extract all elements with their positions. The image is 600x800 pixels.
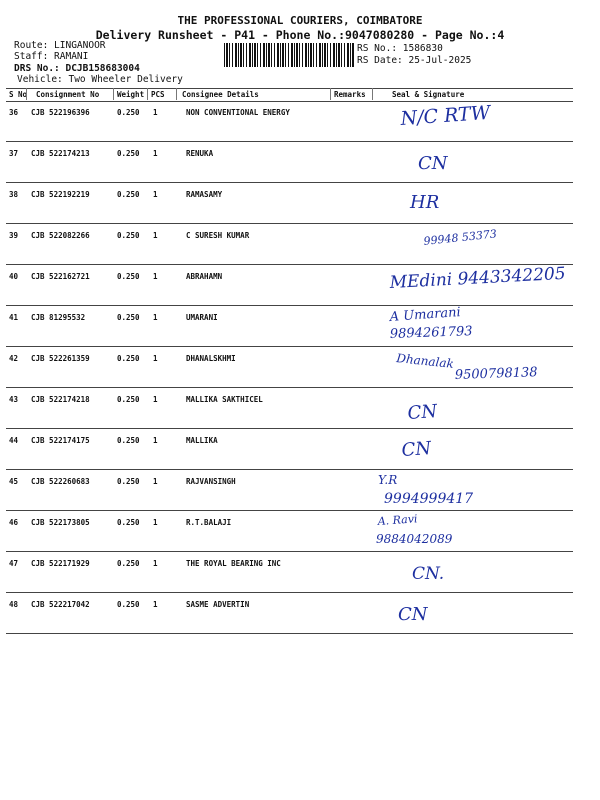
cell-consignment: CJB 522192219 (31, 190, 90, 199)
signature-drawing (6, 223, 573, 264)
col-remarks: Remarks (334, 90, 366, 99)
drs-number: DRS No.: DCJB158683004 (14, 63, 140, 74)
cell-weight: 0.250 (117, 436, 140, 445)
col-weight: Weight (117, 90, 145, 99)
cell-consignment: CJB 522196396 (31, 108, 90, 117)
cell-consignee: RAJVANSINGH (186, 477, 236, 486)
signature-text: CN (398, 604, 428, 625)
staff-label: Staff: RAMANI (14, 51, 89, 62)
cell-weight: 0.250 (117, 272, 140, 281)
table-row (6, 346, 573, 388)
cell-weight: 0.250 (117, 559, 140, 568)
cell-pcs: 1 (153, 477, 158, 486)
signature-text: CN (400, 437, 432, 461)
signature-drawing (6, 510, 573, 551)
company-title: THE PROFESSIONAL COURIERS, COIMBATORE (177, 14, 423, 27)
handwritten-signature (6, 100, 573, 141)
cell-pcs: 1 (153, 436, 158, 445)
cell-weight: 0.250 (117, 231, 140, 240)
cell-consignment: CJB 522174218 (31, 395, 90, 404)
handwritten-signature (6, 346, 573, 387)
signature-text: 9894261793 (389, 324, 473, 342)
cell-consignment: CJB 522260683 (31, 477, 90, 486)
cell-consignment: CJB 522174175 (31, 436, 90, 445)
handwritten-signature (6, 428, 573, 469)
handwritten-signature (6, 592, 573, 633)
signature-drawing (6, 469, 573, 510)
signature-drawing (6, 346, 573, 387)
signature-drawing (6, 100, 573, 141)
cell-weight: 0.250 (117, 477, 140, 486)
signature-text: MEdini 9443342205 (389, 263, 567, 293)
cell-weight: 0.250 (117, 518, 140, 527)
cell-sno: 46 (9, 518, 19, 527)
cell-pcs: 1 (153, 600, 158, 609)
cell-sno: 47 (9, 559, 19, 568)
divider (26, 88, 27, 100)
signature-drawing (6, 264, 573, 305)
cell-sno: 37 (9, 149, 19, 158)
signature-text: Y.R (378, 473, 398, 487)
signature-drawing (6, 305, 573, 346)
barcode-image (224, 43, 354, 67)
col-sno: S No (9, 90, 28, 99)
cell-pcs: 1 (153, 108, 158, 117)
cell-weight: 0.250 (117, 108, 140, 117)
cell-consignee: RAMASAMY (186, 190, 223, 199)
cell-pcs: 1 (153, 190, 158, 199)
cell-consignment: CJB 522162721 (31, 272, 90, 281)
signature-drawing (6, 182, 573, 223)
table-row (6, 100, 573, 142)
signature-drawing (6, 428, 573, 469)
cell-consignment: CJB 522171929 (31, 559, 90, 568)
col-consignment: Consignment No (36, 90, 100, 99)
cell-pcs: 1 (153, 395, 158, 404)
vehicle-label: Vehicle: Two Wheeler Delivery (17, 74, 183, 85)
cell-consignee: RENUKA (186, 149, 214, 158)
handwritten-signature (6, 141, 573, 182)
signature-text: 99948 53373 (422, 227, 498, 248)
table-row (6, 551, 573, 593)
cell-sno: 40 (9, 272, 19, 281)
cell-consignee: THE ROYAL BEARING INC (186, 559, 281, 568)
cell-pcs: 1 (153, 559, 158, 568)
cell-consignment: CJB 522082266 (31, 231, 90, 240)
divider (113, 88, 114, 100)
signature-text: 9994999417 (384, 491, 474, 507)
cell-sno: 44 (9, 436, 19, 445)
cell-pcs: 1 (153, 231, 158, 240)
cell-sno: 48 (9, 600, 19, 609)
table-row (6, 305, 573, 347)
cell-consignee: ABRAHAMN (186, 272, 223, 281)
divider (176, 88, 177, 100)
cell-weight: 0.250 (117, 600, 140, 609)
col-pcs: PCS (151, 90, 165, 99)
divider (330, 88, 331, 100)
signature-text: 9884042089 (376, 532, 453, 546)
handwritten-signature (6, 182, 573, 223)
cell-sno: 39 (9, 231, 19, 240)
cell-weight: 0.250 (117, 313, 140, 322)
runsheet-title: Delivery Runsheet - P41 - Phone No.:9047080280 - Page No.:4 (95, 28, 505, 42)
cell-consignee: MALLIKA SAKTHICEL (186, 395, 263, 404)
signature-text: Dhanalak (395, 351, 455, 372)
cell-sno: 41 (9, 313, 19, 322)
cell-pcs: 1 (153, 313, 158, 322)
signature-text: N/C RTW (399, 101, 491, 130)
handwritten-signature (6, 387, 573, 428)
route-label: Route: LINGANOOR (14, 40, 106, 51)
col-seal-signature: Seal & Signature (392, 90, 465, 99)
cell-consignee: MALLIKA (186, 436, 218, 445)
cell-sno: 42 (9, 354, 19, 363)
table-row (6, 428, 573, 470)
cell-consignee: DHANALSKHMI (186, 354, 236, 363)
signature-text: 9500798138 (454, 365, 538, 383)
cell-consignee: NON CONVENTIONAL ENERGY (186, 108, 290, 117)
signature-drawing (6, 387, 573, 428)
signature-text: CN (418, 153, 448, 174)
handwritten-signature (6, 551, 573, 592)
cell-consignment: CJB 522217042 (31, 600, 90, 609)
handwritten-signature (6, 510, 573, 551)
table-row (6, 469, 573, 511)
cell-consignment: CJB 522261359 (31, 354, 90, 363)
cell-weight: 0.250 (117, 190, 140, 199)
cell-weight: 0.250 (117, 149, 140, 158)
signature-text: CN. (412, 564, 445, 584)
cell-consignee: R.T.BALAJI (186, 518, 232, 527)
cell-weight: 0.250 (117, 354, 140, 363)
cell-pcs: 1 (153, 354, 158, 363)
table-row (6, 223, 573, 265)
signature-drawing (6, 592, 573, 633)
signature-drawing (6, 141, 573, 182)
cell-sno: 38 (9, 190, 19, 199)
table-row (6, 264, 573, 306)
table-row (6, 182, 573, 224)
signature-text: A Umarani (389, 305, 462, 325)
cell-consignee: UMARANI (186, 313, 218, 322)
handwritten-signature (6, 264, 573, 305)
cell-consignment: CJB 522173805 (31, 518, 90, 527)
signature-text: CN (406, 400, 438, 424)
cell-pcs: 1 (153, 272, 158, 281)
signature-text: HR (410, 192, 440, 213)
table-row (6, 510, 573, 552)
signature-text: A. Ravi (377, 512, 418, 528)
cell-sno: 45 (9, 477, 19, 486)
cell-weight: 0.250 (117, 395, 140, 404)
table-row (6, 592, 573, 634)
cell-consignment: CJB 522174213 (31, 149, 90, 158)
table-row (6, 141, 573, 183)
table-row (6, 387, 573, 429)
handwritten-signature (6, 305, 573, 346)
cell-pcs: 1 (153, 518, 158, 527)
cell-sno: 43 (9, 395, 19, 404)
handwritten-signature (6, 469, 573, 510)
cell-consignee: SASME ADVERTIN (186, 600, 250, 609)
signature-drawing (6, 551, 573, 592)
rs-date: RS Date: 25-Jul-2025 (357, 55, 472, 66)
divider (147, 88, 148, 100)
handwritten-signature (6, 223, 573, 264)
cell-consignment: CJB 81295532 (31, 313, 86, 322)
cell-sno: 36 (9, 108, 19, 117)
cell-pcs: 1 (153, 149, 158, 158)
divider (372, 88, 373, 100)
rs-number: RS No.: 1586830 (357, 43, 443, 54)
cell-consignee: C SURESH KUMAR (186, 231, 250, 240)
col-consignee: Consignee Details (182, 90, 259, 99)
